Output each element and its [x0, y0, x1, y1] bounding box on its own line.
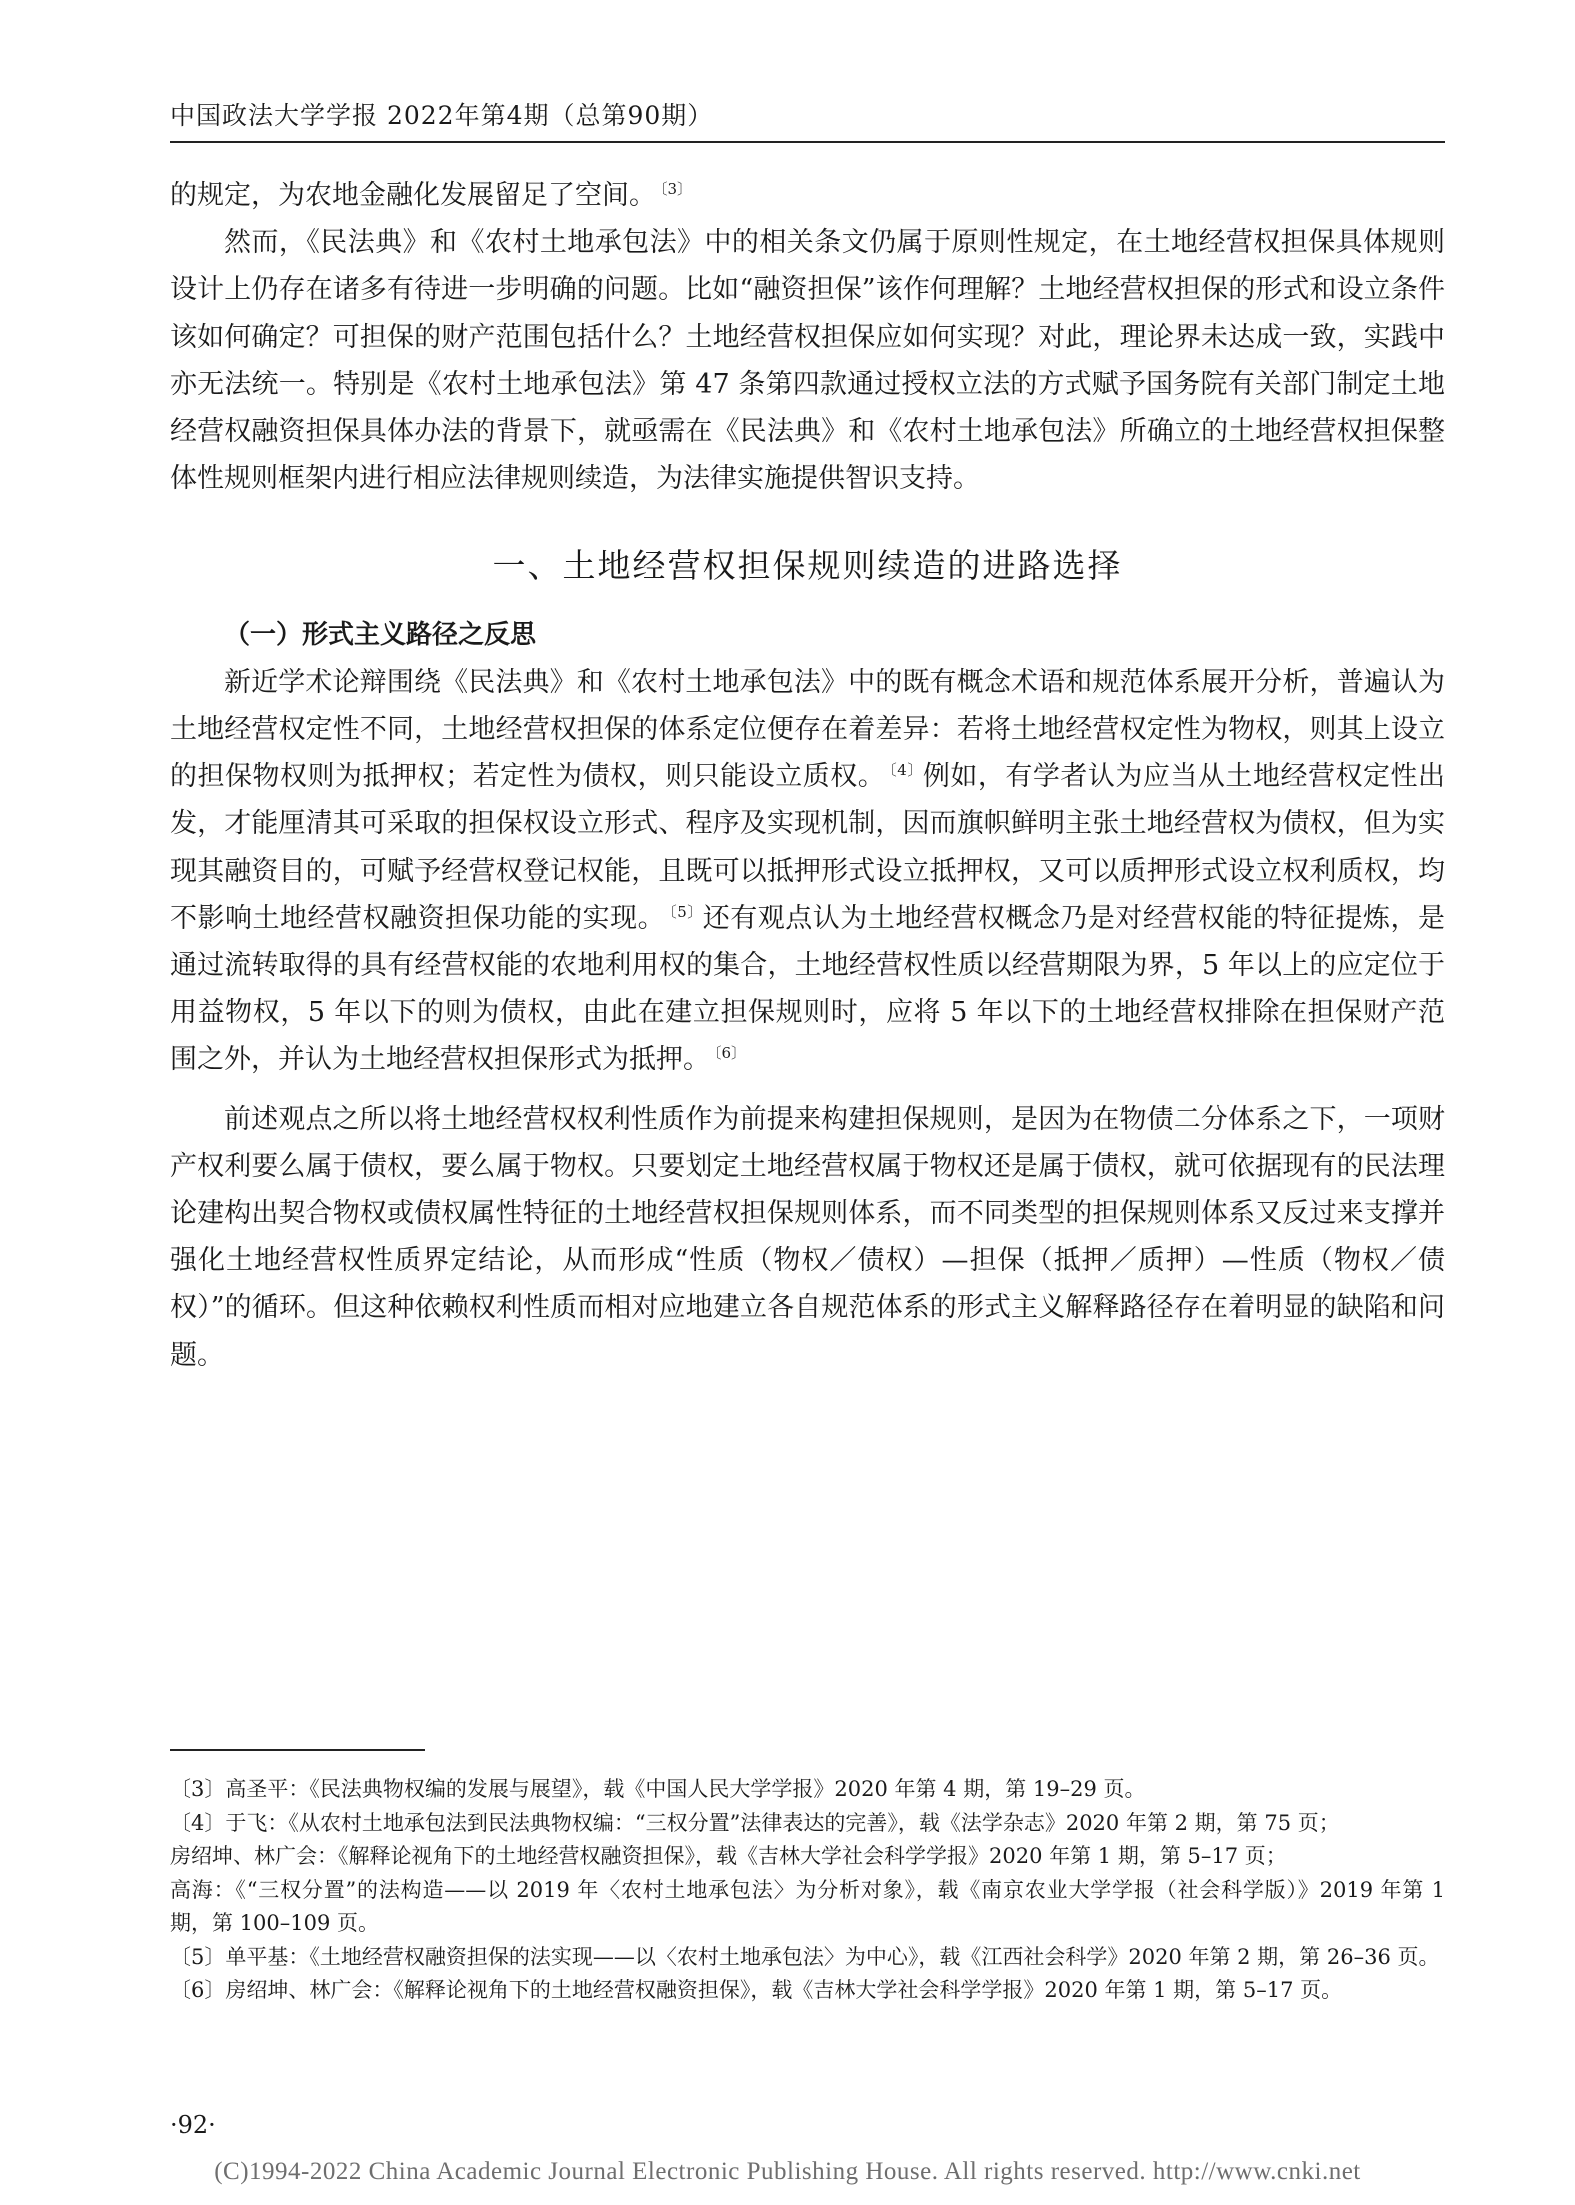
footnote-6: 〔6〕房绍坤、林广会：《解释论视角下的土地经营权融资担保》，载《吉林大学社会科学学报》2020 年第 1 期，第 5–17 页。: [170, 1978, 1343, 2002]
footnote-ref-4[interactable]: 〔4〕: [889, 761, 923, 780]
running-header: 中国政法大学学报 2022年第4期（总第90期）: [170, 101, 714, 130]
page-number: ·92·: [170, 2111, 216, 2139]
footnote-ref-5[interactable]: 〔5〕: [669, 902, 703, 921]
copyright-notice: (C)1994-2022 China Academic Journal Electronic Publishing House. All rights reserved. http://www.cnki.net: [214, 2158, 1361, 2185]
subsection-heading: （一）形式主义路径之反思: [224, 619, 537, 650]
paragraph-3-text-b: 例如，有学者认为应当从土地经营权定性出发，才能厘清其可采取的担保权设立形式、程序及实现机制，因而旗帜鲜明主张土地经营权为债权，但为实现其融资目的，可赋予经营权登记权能，且既可以抵押形式设立抵押权，又可以质押形式设立权利质权，均不影响土地经营权融资担保功能的实现。: [170, 761, 1446, 934]
paragraph-1-text: 的规定，为农地金融化发展留足了空间。: [170, 180, 656, 211]
paragraph-3-text-a: 新近学术论辩围绕《民法典》和《农村土地承包法》中的既有概念术语和规范体系展开分析，普遍认为土地经营权定性不同，土地经营权担保的体系定位便存在着差异：若将土地经营权定性为物权，则其上设立的担保物权则为抵押权；若定性为债权，则只能设立质权。: [170, 666, 1445, 793]
article-body: [170, 172, 1445, 1379]
footnote-4-line-1: 〔4〕于飞：《从农村土地承包法到民法典物权编：“三权分置”法律表达的完善》，载《法学杂志》2020 年第 2 期，第 75 页；: [170, 1810, 1340, 1835]
paragraph-3: [170, 659, 1445, 1084]
paragraph-4: 前述观点之所以将土地经营权权利性质作为前提来构建担保规则，是因为在物债二分体系之下，一项财产权利要么属于债权，要么属于物权。只要划定土地经营权属于物权还是属于债权，就可依据现有的民法理论建构出契合物权或债权属性特征的土地经营权担保规则体系，而不同类型的担保规则体系又反过来支撑并强化土地经营权性质界定结论，从而形成“性质（物权／债权）—担保（抵押／质押）—性质（物权／债权）”的循环。但这种依赖权利性质而相对应地建立各自规范体系的形式主义解释路径存在着明显的缺陷和问题。: [170, 1103, 1445, 1371]
paragraph-3-text-c: 还有观点认为土地经营权概念乃是对经营权能的特征提炼，是通过流转取得的具有经营权能的农地利用权的集合，土地经营权性质以经营期限为界，5 年以上的应定位于用益物权，5 年以下的则为债权，由此在建立担保规则时，应将 5 年以下的土地经营权排除在担保财产范围之外，并认为土地经营权担保形式为抵押。: [170, 902, 1446, 1076]
header-rule: [170, 141, 1445, 143]
footnote-rule: [170, 1749, 425, 1751]
footnote-4-line-3: 高海：《“三权分置”的法构造——以 2019 年〈农村土地承包法〉为分析对象》，载《南京农业大学学报（社会科学版）》2019 年第 1 期，第 100–109 页。: [170, 1877, 1445, 1935]
footnote-5: 〔5〕单平基：《土地经营权融资担保的法实现——以〈农村土地承包法〉为中心》，载《江西社会科学》2020 年第 2 期，第 26–36 页。: [170, 1944, 1440, 1969]
footnote-3: 〔3〕高圣平：《民法典物权编的发展与展望》，载《中国人民大学学报》2020 年第 4 期，第 19–29 页。: [170, 1777, 1146, 1801]
footnote-ref-6[interactable]: 〔6〕: [714, 1044, 747, 1063]
section-heading: 一、土地经营权担保规则续造的进路选择: [492, 546, 1123, 586]
footnote-4-line-2: 房绍坤、林广会：《解释论视角下的土地经营权融资担保》，载《吉林大学社会科学学报》2020 年第 1 期，第 5–17 页；: [170, 1844, 1287, 1868]
paragraph-2: 然而，《民法典》和《农村土地承包法》中的相关条文仍属于原则性规定，在土地经营权担保具体规则设计上仍存在诸多有待进一步明确的问题。比如“融资担保”该作何理解？土地经营权担保的形式和设立条件该如何确定？可担保的财产范围包括什么？土地经营权担保应如何实现？对此，理论界未达成一致，实践中亦无法统一。特别是《农村土地承包法》第 47 条第四款通过授权立法的方式赋予国务院有关部门制定土地经营权融资担保具体办法的背景下，就亟需在《民法典》和《农村土地承包法》所确立的土地经营权担保整体性规则框架内进行相应法律规则续造，为法律实施提供智识支持。: [170, 227, 1445, 495]
footnotes: [170, 1773, 1445, 2008]
paragraph-1: [170, 172, 1445, 219]
footnote-ref-3[interactable]: 〔3〕: [660, 180, 693, 198]
